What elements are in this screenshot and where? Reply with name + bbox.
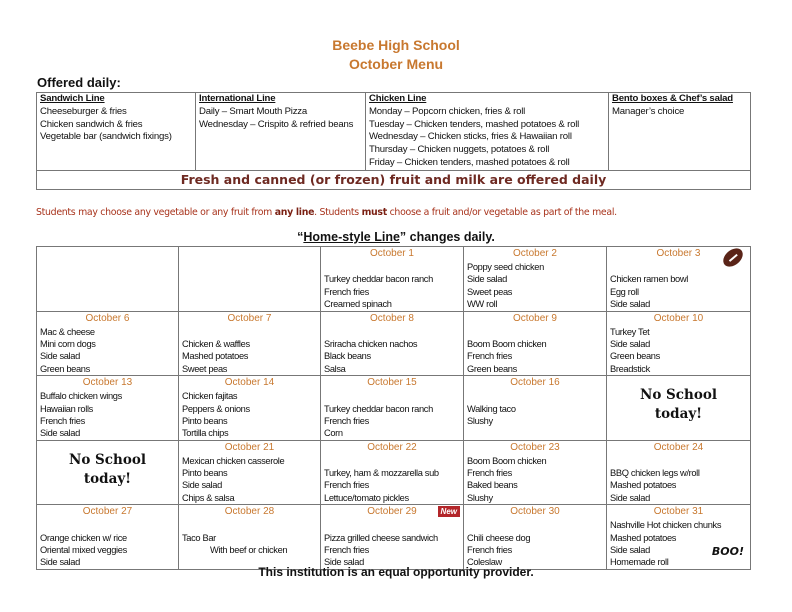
blank-line xyxy=(182,519,317,531)
rule-text: . Students xyxy=(314,207,362,218)
menu-item: French fries xyxy=(324,545,369,556)
day-cell xyxy=(37,505,179,570)
menu-item: Side salad xyxy=(610,338,650,349)
no-school-cell xyxy=(607,376,751,441)
rule-emphasis: must xyxy=(361,207,387,218)
blank-line xyxy=(40,519,175,531)
menu-item: Salsa xyxy=(324,363,346,374)
menu-item: Side salad xyxy=(40,351,80,362)
menu-item: Pizza grilled cheese sandwich xyxy=(324,532,438,543)
menu-item: Walking taco xyxy=(467,403,516,414)
menu-item: Black beans xyxy=(324,351,371,362)
rule-text: Students may choose any vegetable or any fruit from xyxy=(36,207,275,218)
blank-line xyxy=(467,427,603,439)
line-name: International Line xyxy=(199,93,276,104)
menu-item: French fries xyxy=(40,415,85,426)
menu-item: French fries xyxy=(467,468,512,479)
menu-item: Side salad xyxy=(610,545,650,556)
line-name: Sandwich Line xyxy=(40,93,105,104)
no-school-line: No School xyxy=(69,451,146,468)
day-cell xyxy=(179,505,321,570)
day-cell xyxy=(37,311,179,376)
rule-emphasis: any line xyxy=(274,207,315,218)
line-name: Chicken Line xyxy=(369,93,427,104)
menu-item: Homemade roll xyxy=(610,557,669,568)
day-date: October 1 xyxy=(370,248,414,259)
menu-item: Chicken ramen bowl xyxy=(610,274,688,285)
quote: “ xyxy=(297,230,304,244)
menu-item: Mashed potatoes xyxy=(610,532,677,543)
menu-item: Mashed potatoes xyxy=(182,351,249,362)
menu-item: Slushy xyxy=(467,492,493,503)
day-date: October 29 xyxy=(367,506,417,518)
menu-item: Side salad xyxy=(182,480,222,491)
day-cell xyxy=(179,440,321,505)
menu-item: BBQ chicken legs w/roll xyxy=(610,468,700,479)
menu-item: Oriental mixed veggies xyxy=(40,545,127,556)
empty-day-cell xyxy=(179,247,321,312)
menu-item: Chicken fajitas xyxy=(182,391,238,402)
calendar-week xyxy=(37,505,751,570)
menu-item: Sriracha chicken nachos xyxy=(324,338,418,349)
menu-item: Hawaiian rolls xyxy=(40,403,93,414)
day-date: October 7 xyxy=(227,312,272,324)
no-school-line: No School xyxy=(640,387,717,404)
menu-item: Buffalo chicken wings xyxy=(40,391,122,402)
menu-item: Green beans xyxy=(40,363,90,374)
day-date: October 28 xyxy=(224,506,275,518)
menu-item: Poppy seed chicken xyxy=(467,262,544,272)
day-date: October 10 xyxy=(653,312,704,324)
daily-lines-row xyxy=(37,93,751,171)
day-date: October 13 xyxy=(82,377,133,389)
no-school-line: today! xyxy=(83,470,132,487)
menu-item: Boom Boom chicken xyxy=(467,455,547,466)
daily-line-cell xyxy=(37,93,196,171)
equal-opportunity-footer: This institution is an equal opportunity provider. xyxy=(258,565,534,579)
menu-item: WW roll xyxy=(467,299,498,310)
menu-item: Turkey Tet xyxy=(610,326,650,337)
day-date: October 14 xyxy=(224,377,275,389)
day-cell xyxy=(321,376,464,441)
calendar-table xyxy=(36,246,751,570)
daily-line-cell xyxy=(609,93,751,171)
menu-item: Egg roll xyxy=(610,286,639,297)
selection-rule xyxy=(36,207,776,219)
blank-line xyxy=(182,326,317,338)
menu-item: With beef or chicken xyxy=(210,545,288,556)
daily-line-cell xyxy=(366,93,609,171)
day-date: October 16 xyxy=(510,377,560,389)
day-date: October 24 xyxy=(653,441,704,453)
menu-item: Pinto beans xyxy=(182,468,228,479)
no-school-text xyxy=(40,441,175,489)
menu-item: Turkey, ham & mozzarella sub xyxy=(324,468,439,479)
day-cell xyxy=(179,311,321,376)
no-school-line: today! xyxy=(654,406,703,423)
blank-line xyxy=(324,326,460,338)
blank-line xyxy=(467,390,603,402)
menu-item: Taco Bar xyxy=(182,532,216,543)
line-item: Chicken sandwich & fries xyxy=(40,118,143,130)
day-date: October 21 xyxy=(224,441,275,453)
menu-item: Chicken & waffles xyxy=(182,338,250,349)
line-item: Manager’s choice xyxy=(612,105,685,117)
menu-item: Green beans xyxy=(467,363,517,374)
menu-item: Nashville Hot chicken chunks xyxy=(610,520,722,531)
day-cell xyxy=(607,247,751,312)
menu-item: Orange chicken w/ rice xyxy=(40,532,127,543)
line-item: Tuesday – Chicken tenders, mashed potatoes & roll xyxy=(369,118,580,130)
menu-item: Sweet peas xyxy=(467,286,513,297)
new-badge-icon: New xyxy=(438,506,460,517)
day-date: October 8 xyxy=(370,312,414,324)
blank-line xyxy=(324,519,460,531)
menu-item: French fries xyxy=(324,286,369,297)
menu-item: Mac & cheese xyxy=(40,326,95,337)
no-school-text xyxy=(610,376,747,424)
menu-item: Mini corn dogs xyxy=(40,338,96,349)
menu-item: Pinto beans xyxy=(182,415,228,426)
day-date: October 27 xyxy=(82,506,133,518)
day-date: October 30 xyxy=(510,506,560,518)
line-item: Friday – Chicken tenders, mashed potatoes & roll xyxy=(369,156,570,168)
home-style-name: Home-style Line xyxy=(303,230,400,244)
blank-line xyxy=(467,519,603,531)
daily-line-cell xyxy=(196,93,366,171)
menu-item: Coleslaw xyxy=(467,557,502,568)
fruit-milk-note: Fresh and canned (or frozen) fruit and milk are offered daily xyxy=(37,171,751,190)
menu-title: October Menu xyxy=(348,56,444,72)
menu-item: Creamed spinach xyxy=(324,299,392,310)
menu-item: Mexican chicken casserole xyxy=(182,455,285,466)
menu-item: Side salad xyxy=(324,557,364,568)
line-item: Daily – Smart Mouth Pizza xyxy=(199,105,308,117)
line-item: Cheeseburger & fries xyxy=(40,105,127,117)
offered-daily-label: Offered daily: xyxy=(37,75,121,90)
line-item: Wednesday – Chicken sticks, fries & Hawaiian roll xyxy=(369,131,572,143)
menu-item: Side salad xyxy=(610,492,650,503)
school-name: Beebe High School xyxy=(332,37,460,53)
menu-item: Side salad xyxy=(610,299,650,310)
menu-item: French fries xyxy=(467,545,512,556)
day-date: October 31 xyxy=(653,506,704,518)
calendar-week xyxy=(37,311,751,376)
day-cell xyxy=(321,505,464,570)
day-date: October 23 xyxy=(510,441,560,453)
day-cell xyxy=(464,247,607,312)
day-cell xyxy=(321,440,464,505)
menu-item: Chili cheese dog xyxy=(467,532,531,543)
line-item: Wednesday – Crispito & refried beans xyxy=(199,118,354,130)
menu-item: Turkey cheddar bacon ranch xyxy=(324,274,433,285)
menu-item: Turkey cheddar bacon ranch xyxy=(324,403,433,414)
line-name: Bento boxes & Chef’s salad xyxy=(612,93,733,104)
day-cell xyxy=(321,311,464,376)
calendar-week xyxy=(37,376,751,441)
day-date: October 22 xyxy=(367,441,417,453)
day-cell xyxy=(37,376,179,441)
menu-item: French fries xyxy=(324,415,369,426)
day-cell xyxy=(607,505,751,570)
blank-line xyxy=(467,326,603,338)
menu-item: Boom Boom chicken xyxy=(467,338,547,349)
day-date: October 2 xyxy=(513,248,557,259)
day-cell xyxy=(607,440,751,505)
day-cell xyxy=(607,311,751,376)
day-cell xyxy=(321,247,464,312)
day-cell xyxy=(464,440,607,505)
line-item: Thursday – Chicken nuggets, potatoes & roll xyxy=(369,144,550,156)
blank-line xyxy=(324,261,460,273)
menu-item: Side salad xyxy=(40,428,80,439)
menu-item: Tortilla chips xyxy=(182,428,229,439)
menu-item: Green beans xyxy=(610,351,660,362)
blank-line xyxy=(324,390,460,402)
day-cell xyxy=(179,376,321,441)
menu-item: Mashed potatoes xyxy=(610,480,677,491)
no-school-cell xyxy=(37,440,179,505)
empty-day-cell xyxy=(37,247,179,312)
menu-item: Side salad xyxy=(40,557,80,568)
menu-item: Side salad xyxy=(467,274,507,285)
menu-item: Breadstick xyxy=(610,363,650,374)
line-item: Vegetable bar (sandwich fixings) xyxy=(40,131,172,143)
calendar-week xyxy=(37,440,751,505)
menu-item: French fries xyxy=(467,351,512,362)
day-date: October 15 xyxy=(367,377,417,389)
day-date: October 3 xyxy=(656,248,701,259)
menu-item: Baked beans xyxy=(467,480,518,491)
blank-line xyxy=(610,455,747,467)
line-item: Monday – Popcorn chicken, fries & roll xyxy=(369,105,526,117)
day-cell xyxy=(464,376,607,441)
menu-item: Lettuce/tomato pickles xyxy=(324,492,409,503)
blank-line xyxy=(324,455,460,467)
day-cell xyxy=(464,311,607,376)
menu-item: Sweet peas xyxy=(182,363,228,374)
boo-icon: BOO! xyxy=(711,545,744,559)
home-style-rest: ” changes daily. xyxy=(399,230,495,244)
menu-item: Corn xyxy=(324,428,343,439)
day-date: October 6 xyxy=(85,312,130,324)
daily-lines-table xyxy=(36,92,751,190)
menu-item: French fries xyxy=(324,480,369,491)
day-date: October 9 xyxy=(513,312,557,324)
calendar-week xyxy=(37,247,751,312)
menu-item: Slushy xyxy=(467,415,493,426)
menu-item: Chips & salsa xyxy=(182,492,235,503)
menu-item: Peppers & onions xyxy=(182,403,250,414)
fruit-row xyxy=(37,171,751,190)
day-cell xyxy=(464,505,607,570)
home-style-heading xyxy=(0,230,792,245)
rule-text: choose a fruit and/or vegetable as part of the meal. xyxy=(386,207,617,218)
